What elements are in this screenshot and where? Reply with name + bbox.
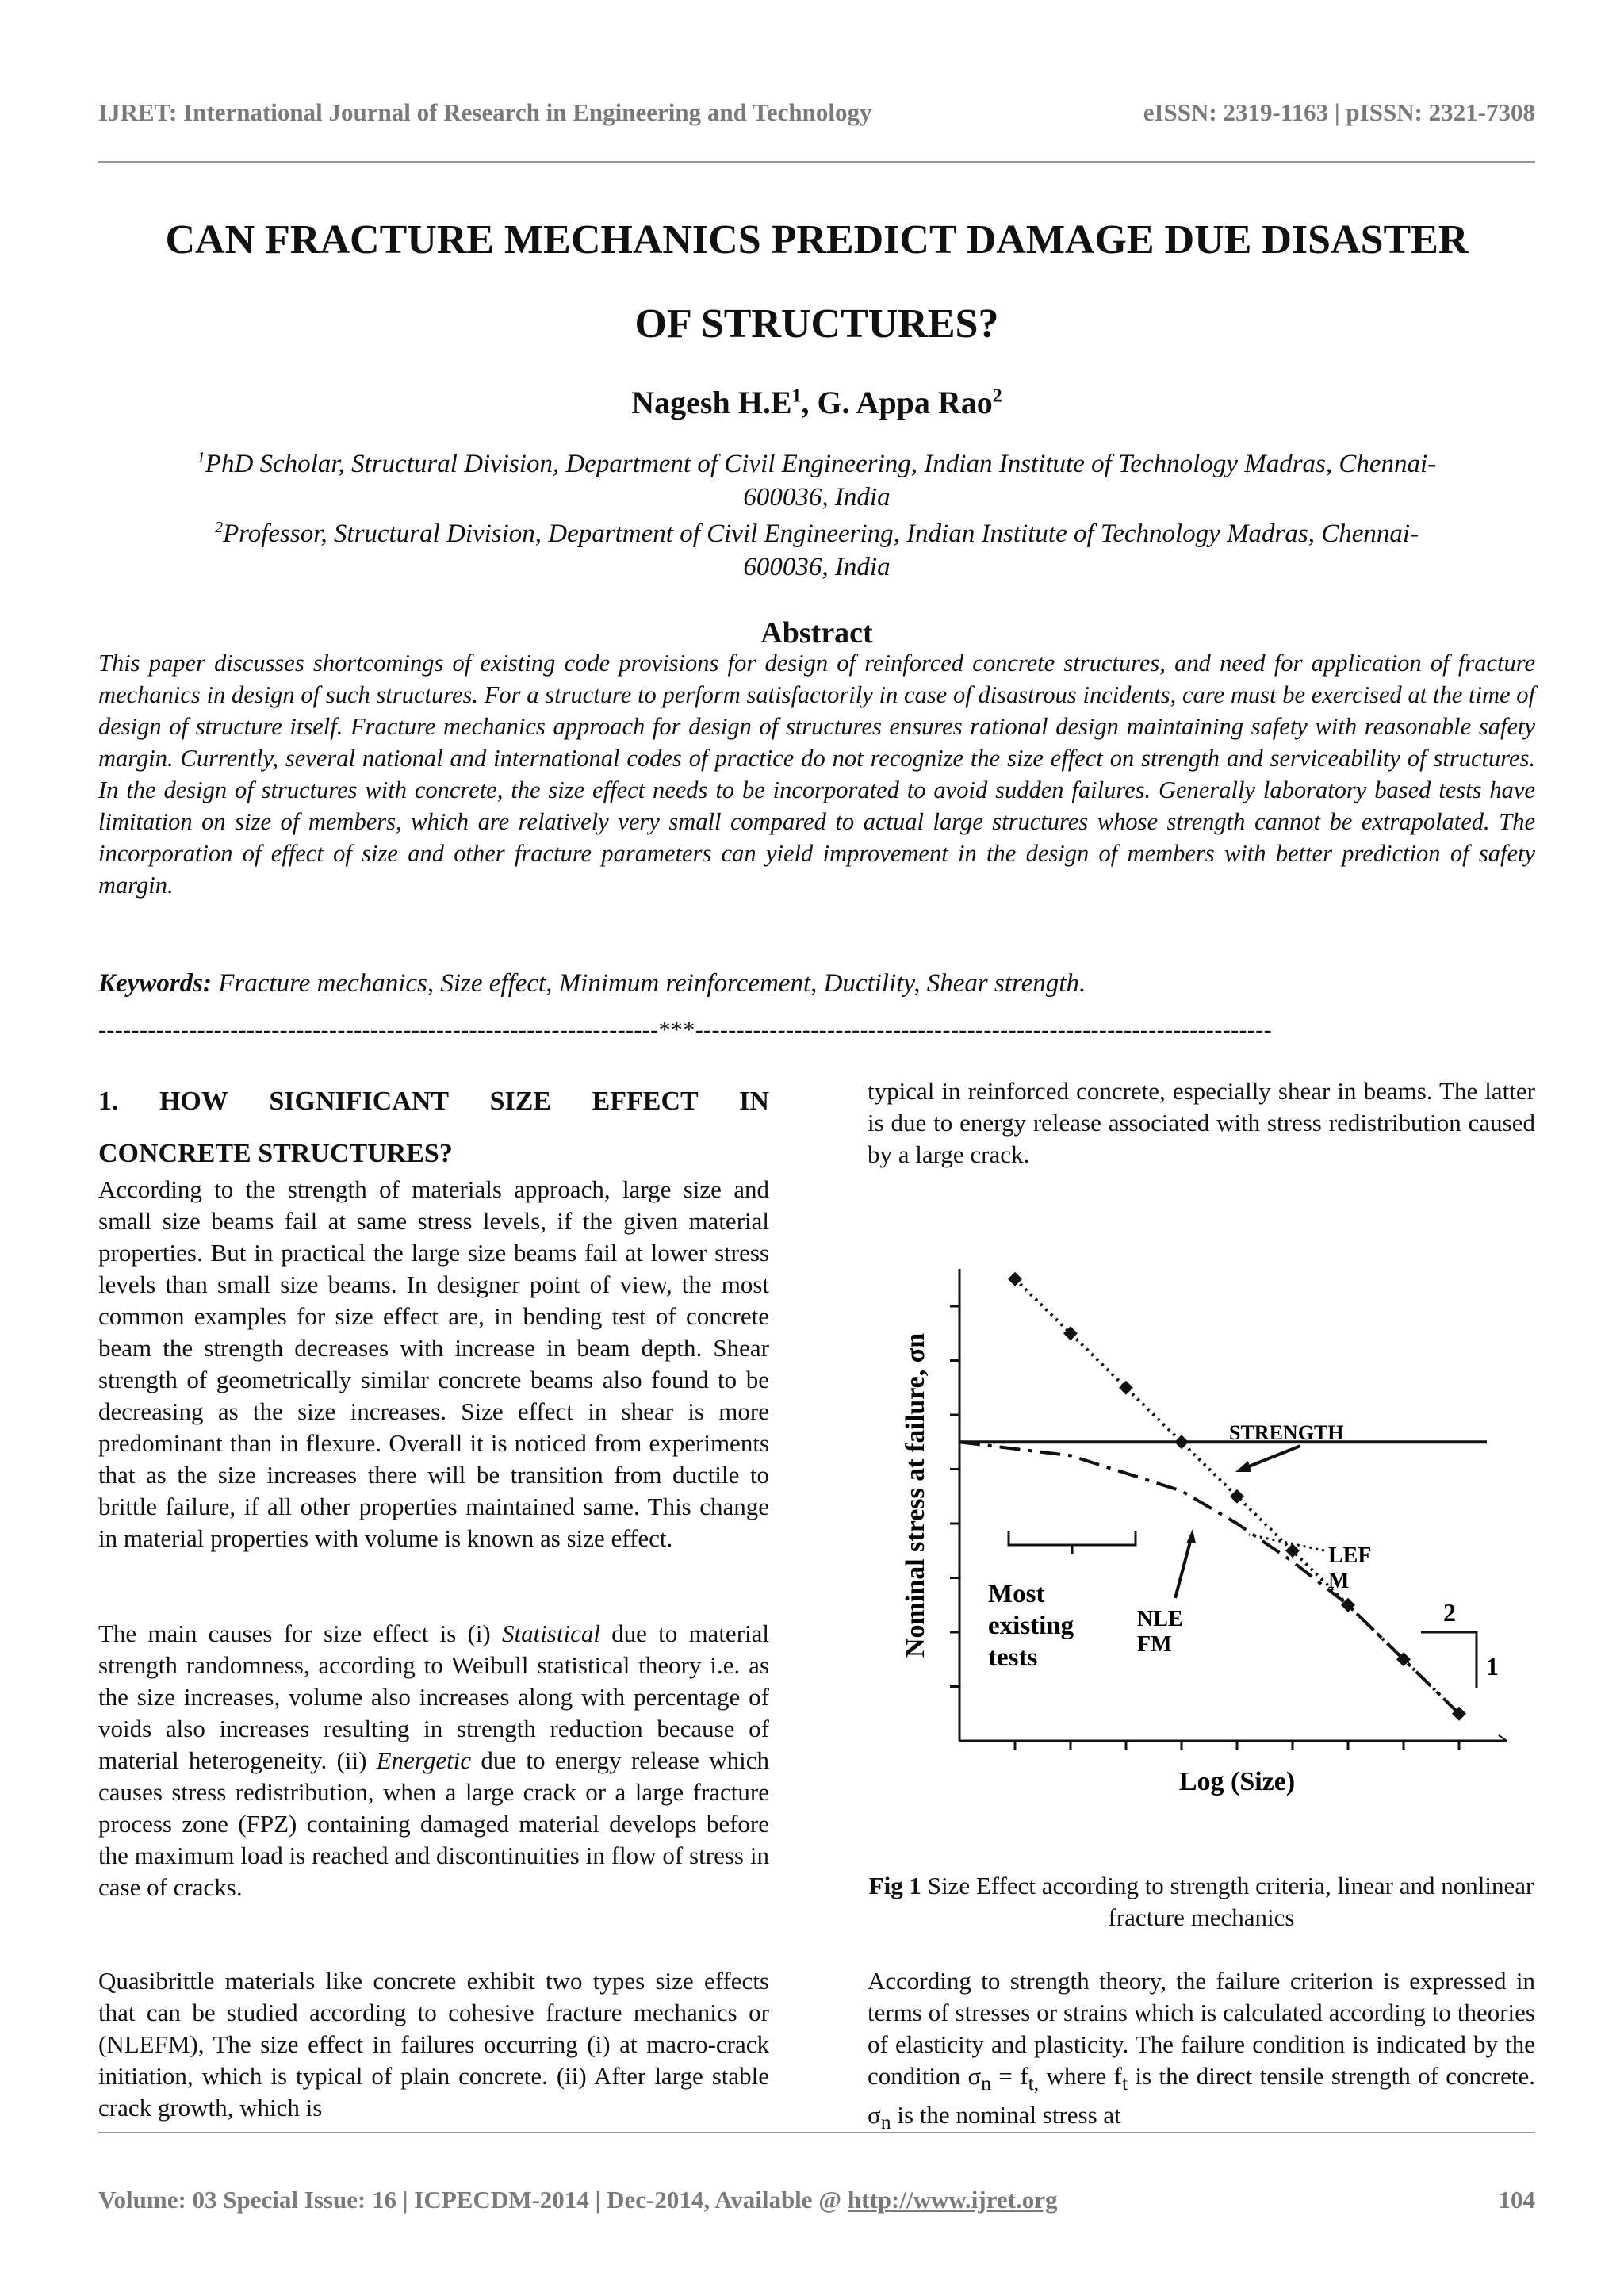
left-paragraph-1: According to the strength of materials approach, large size and small size beams fail at same stress levels, if the given material properties. But in practical the large size beams fail at lower stress levels than small size beams. In designer point of view, the most common examples for size effect are, in bending test of concrete beam the strength decreases with increase in beam depth. Shear strength of geometrically similar concrete beams also found to be decreasing as the size increases. Size effect in shear is more predominant than in flexure. Overall it is noticed from experiments that as the size increases there will be transition from ductile to brittle failure, if all other properties maintained same. This change in material properties with volume is known as size effect. (98, 1175, 769, 1552)
header-divider (98, 161, 1535, 163)
keywords-text: Fracture mechanics, Size effect, Minimum reinforcement, Ductility, Shear strength. (212, 969, 1086, 998)
strength-label: STRENGTH (1229, 1421, 1344, 1444)
left-paragraph-3: Quasibrittle materials like concrete exhibit two types size effects that can be studied according to cohesive fracture mechanics or (NLEFM), The size effect in failures occurring (i) at macro-crack initiation, which is typical of plain concrete. (ii) After large stable crack growth, which is (98, 1967, 769, 2122)
heading-word: IN (739, 1087, 769, 1116)
heading-word: EFFECT (592, 1087, 699, 1116)
affiliation-1-line2: 600036, India (743, 483, 891, 512)
para-text: is the direct tensile strength of concrete. σ (868, 2062, 1535, 2129)
para-italic: Statistical (501, 1619, 600, 1647)
para-text: where f (1039, 2062, 1122, 2090)
tests-label-1: Most (988, 1580, 1045, 1608)
nlefm-label-2: FM (1137, 1632, 1172, 1657)
strength-arrowhead (1235, 1461, 1251, 1472)
journal-link[interactable]: http://www.ijret.org (847, 2186, 1058, 2214)
affiliation-2-line1: Professor, Structural Division, Department of Civil Engineering, Indian Institute of Technology Madras, Chennai- (222, 519, 1419, 548)
subscript: t, (1028, 2072, 1040, 2095)
para-text: According to strength theory, the failure criterion is expressed in terms of stresses or strains which is calculated according to theories of elasticity and plasticity. The failure condition is indicated by the condition σ (868, 1967, 1535, 2090)
lefm-label-2: M (1328, 1569, 1350, 1593)
keywords (98, 969, 1535, 999)
title-line-1: CAN FRACTURE MECHANICS PREDICT DAMAGE DUE DISASTER (165, 217, 1469, 263)
figure-caption (868, 1870, 1535, 1934)
subscript: n (880, 2110, 891, 2134)
title-line-2: OF STRUCTURES? (634, 301, 999, 347)
affiliation-1-line1: PhD Scholar, Structural Division, Department of Civil Engineering, Indian Institute of Technology Madras, Chennai- (205, 450, 1437, 478)
issn-header: eISSN: 2319-1163 | pISSN: 2321-7308 (1143, 98, 1535, 126)
affiliation-2 (98, 511, 1535, 584)
section-separator: --------------------------------------------------------------------***---------------------------------------------------------------------- (98, 1017, 1273, 1043)
left-paragraph-2 (98, 1618, 769, 1903)
para-text: = f (991, 2062, 1028, 2090)
data-point (1008, 1272, 1022, 1286)
nlefm-label-1: NLE (1137, 1607, 1183, 1631)
tests-bracket (1009, 1531, 1136, 1554)
y-axis-label: Nominal stress at failure, σn (901, 1332, 930, 1658)
affiliation-2-line2: 600036, India (743, 553, 891, 581)
heading-word: HOW (159, 1087, 228, 1116)
subscript: n (981, 2072, 992, 2095)
footer-divider (98, 2132, 1535, 2133)
heading-word: SIZE (489, 1087, 552, 1116)
nlefm-arrowhead (1186, 1529, 1196, 1543)
subscript: t (1121, 2072, 1128, 2095)
author-2: G. Appa Rao (817, 385, 993, 420)
section-1-heading-line2: CONCRETE STRUCTURES? (98, 1139, 453, 1168)
affiliation-1-sup: 1 (197, 449, 205, 466)
data-point (1119, 1381, 1133, 1395)
slope-rise: 2 (1443, 1598, 1456, 1627)
strength-pointer (1241, 1446, 1300, 1470)
slope-run: 1 (1486, 1652, 1499, 1681)
data-point (1174, 1435, 1189, 1449)
affiliation-2-sup: 2 (214, 519, 223, 536)
caption-label: Fig 1 (868, 1872, 921, 1899)
slope-triangle (1421, 1632, 1477, 1688)
abstract-body: This paper discusses shortcomings of existing code provisions for design of reinforced concrete structures, and need for application of fracture mechanics in design of such structures. For a structure to perform satisfactorily in case of disastrous incidents, care must be exercised at the time of design of structure itself. Fracture mechanics approach for design of structures ensures rational design maintaining safety with reasonable safety margin. Currently, several national and international codes of practice do not recognize the size effect on strength and serviceability of structures. In the design of structures with concrete, the size effect needs to be incorporated to avoid sudden failures. Generally laboratory based tests have limitation on size of members, which are relatively very small compared to actual large structures whose strength cannot be extrapolated. The incorporation of effect of size and other fracture parameters can yield improvement in the design of members with better prediction of safety margin. (98, 650, 1535, 899)
nlefm-pointer (1175, 1539, 1191, 1598)
lefm-label-1: LEF (1328, 1543, 1372, 1568)
author-separator: , (801, 385, 818, 420)
author-1: Nagesh H.E (631, 385, 792, 420)
data-point (1230, 1489, 1244, 1504)
size-effect-chart (888, 1237, 1522, 1824)
section-1-heading (98, 1075, 769, 1180)
tests-label-2: existing (988, 1612, 1074, 1640)
heading-word: SIGNIFICANT (269, 1087, 450, 1116)
right-paragraph-1: typical in reinforced concrete, especially shear in beams. The latter is due to energy release associated with stress redistribution caused by a large crack. (868, 1077, 1535, 1168)
abstract-heading: Abstract (760, 616, 873, 650)
heading-word: 1. (98, 1087, 119, 1116)
right-paragraph-2 (868, 1965, 1535, 2138)
author-1-sup: 1 (791, 385, 802, 407)
para-italic: Energetic (376, 1746, 472, 1774)
para-text: due to material strength randomness, according to Weibull statistical theory i.e. as the size increases, volume also increases along with percentage of voids also increases resulting in strength reduction because of material heterogeneity. (ii) (98, 1619, 769, 1774)
para-text: is the nominal stress at (891, 2101, 1121, 2129)
data-point (1063, 1326, 1078, 1340)
series-line-nlefm (959, 1442, 1459, 1714)
keywords-label: Keywords: (98, 969, 212, 998)
footer-info (98, 2186, 1058, 2214)
authors (98, 384, 1535, 421)
footer-text: Volume: 03 Special Issue: 16 | ICPECDM-2014 | Dec-2014, Available @ (98, 2186, 848, 2214)
caption-text: Size Effect according to strength criteria, linear and nonlinear fracture mechanics (921, 1872, 1534, 1931)
author-2-sup: 2 (992, 385, 1002, 407)
x-axis-label: Log (Size) (1178, 1767, 1296, 1796)
page-number: 104 (1498, 2186, 1535, 2214)
para-text: due to energy release which causes stress redistribution, when a large crack or a large fracture process zone (FPZ) containing damaged material develops before the maximum load is reached and discontinuities in flow of stress in case of cracks. (98, 1746, 769, 1901)
tests-label-3: tests (988, 1643, 1038, 1672)
paper-title (98, 198, 1535, 366)
affiliation-1 (98, 441, 1535, 514)
para-text: The main causes for size effect is (i) (98, 1619, 502, 1647)
journal-header: IJRET: International Journal of Research in Engineering and Technology (98, 98, 872, 126)
lefm-pointer (1249, 1535, 1324, 1550)
